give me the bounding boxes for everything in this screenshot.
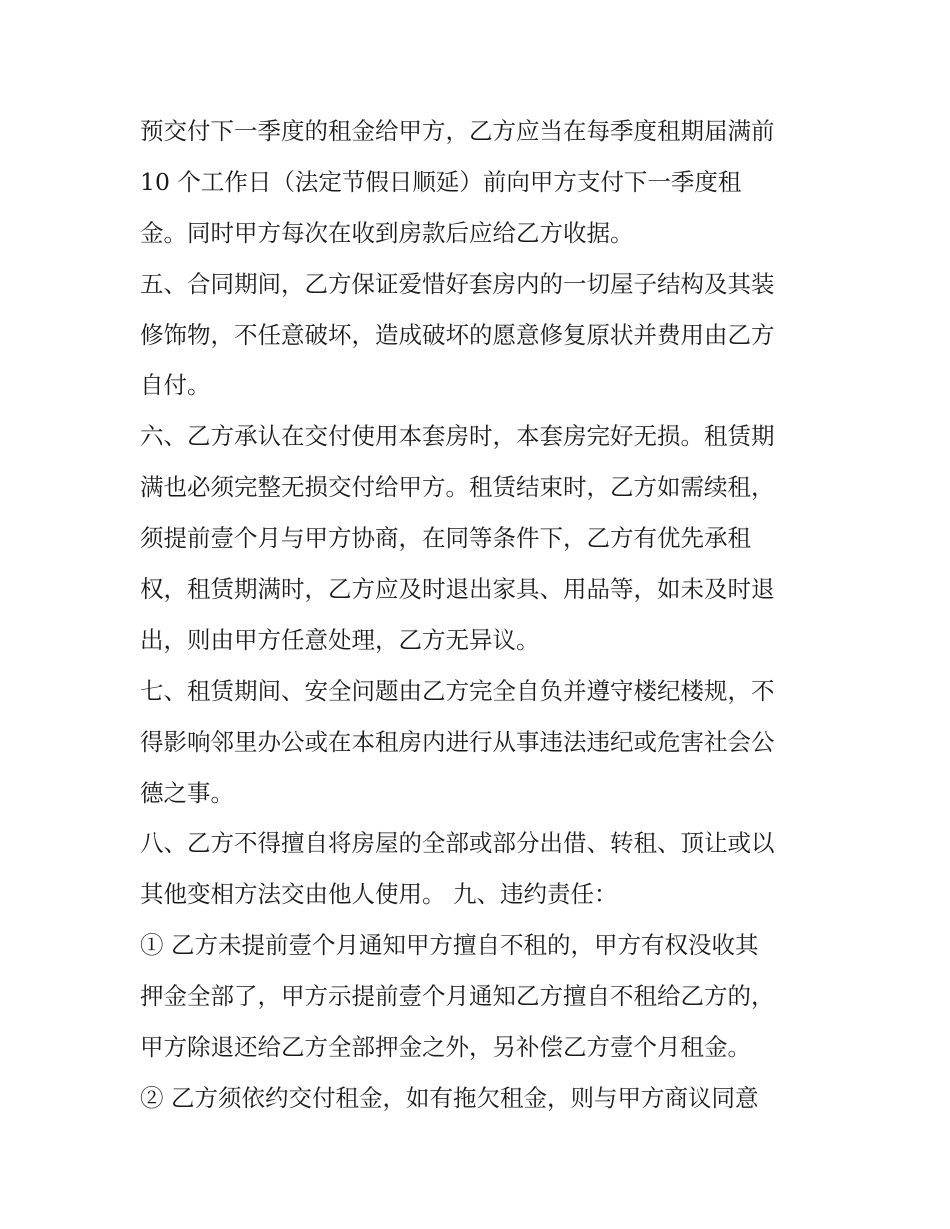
- text-line: 德之事。: [140, 778, 234, 807]
- text-line: 出，则由甲方任意处理，乙方无异议。: [140, 625, 540, 654]
- text-line: ② 乙方须依约交付租金，如有拖欠租金，则与甲方商议同意: [140, 1083, 759, 1112]
- text-line: 修饰物，不任意破坏，造成破坏的愿意修复原状并费用由乙方: [140, 320, 775, 349]
- text-line: 六、乙方承认在交付使用本套房时，本套房完好无损。租赁期: [140, 422, 775, 451]
- text-line: 10 个工作日（法定节假日顺延）前向甲方支付下一季度租: [140, 167, 742, 196]
- text-line: 预交付下一季度的租金给甲方，乙方应当在每季度租期届满前: [140, 117, 775, 145]
- text-line: 押金全部了，甲方示提前壹个月通知乙方擅自不租给乙方的，: [140, 982, 775, 1011]
- text-line: 权，租赁期满时，乙方应及时退出家具、用品等，如未及时退: [140, 575, 775, 604]
- text-line: 满也必须完整无损交付给甲方。租赁结束时，乙方如需续租，: [140, 473, 775, 502]
- text-line: 自付。: [140, 371, 211, 400]
- text-line: 得影响邻里办公或在本租房内进行从事违法违纪或危害社会公: [140, 727, 775, 756]
- text-line: 七、租赁期间、安全问题由乙方完全自负并遵守楼纪楼规，不: [140, 676, 775, 705]
- text-line: 金。同时甲方每次在收到房款后应给乙方收据。: [140, 218, 634, 247]
- text-line: 甲方除退还给乙方全部押金之外，另补偿乙方壹个月租金。: [140, 1033, 751, 1062]
- text-line: 其他变相方法交由他人使用。 九、违约责任：: [140, 880, 618, 909]
- text-line: ① 乙方未提前壹个月通知甲方擅自不租的，甲方有权没收其: [140, 931, 759, 960]
- text-line: 须提前壹个月与甲方协商，在同等条件下，乙方有优先承租: [140, 524, 751, 553]
- text-line: 五、合同期间，乙方保证爱惜好套房内的一切屋子结构及其装: [140, 269, 775, 298]
- text-line: 八、乙方不得擅自将房屋的全部或部分出借、转租、顶让或以: [140, 829, 775, 858]
- contract-text-body: [140, 106, 820, 1124]
